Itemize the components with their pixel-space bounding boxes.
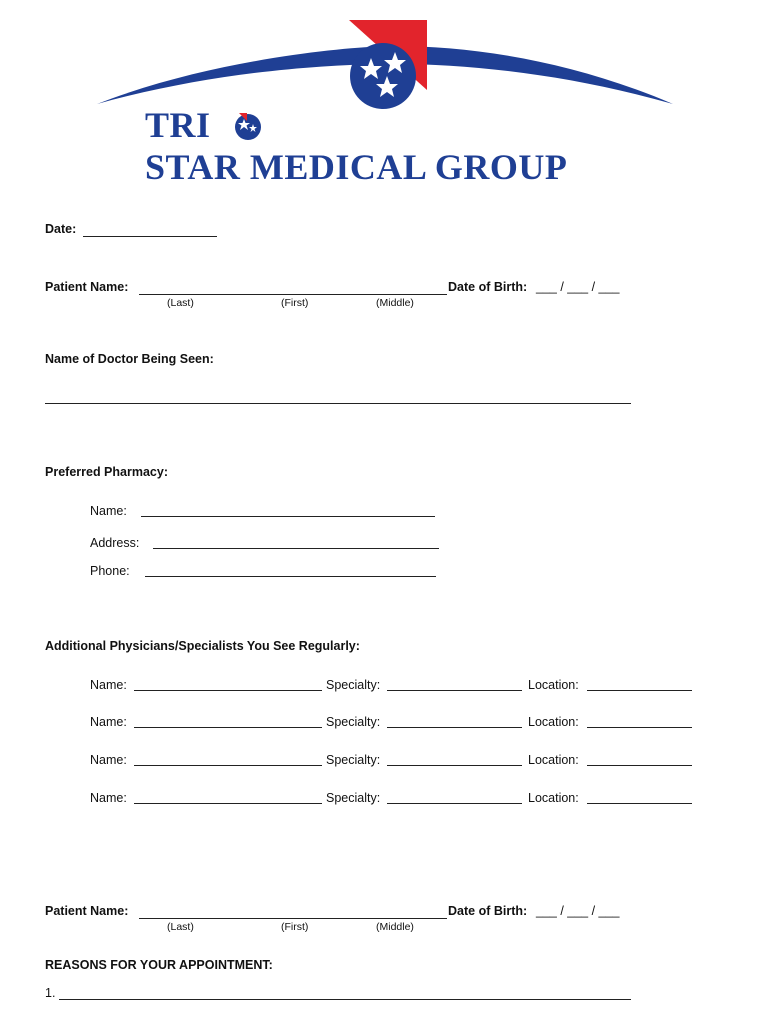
physician-specialty-field[interactable] <box>387 803 522 804</box>
physician-specialty-label: Specialty: <box>326 753 381 767</box>
physician-name-field[interactable] <box>134 690 322 691</box>
doctor-field[interactable] <box>45 403 631 404</box>
physician-name-label: Name: <box>90 753 127 767</box>
dob-field[interactable]: ___ / ___ / ___ <box>536 280 620 294</box>
name-part-last: (Last) <box>167 297 194 309</box>
physician-location-field[interactable] <box>587 803 692 804</box>
physician-name-field[interactable] <box>134 765 322 766</box>
physician-location-label: Location: <box>528 791 579 805</box>
logo <box>95 18 675 187</box>
name-part-middle: (Middle) <box>376 297 414 309</box>
physician-name-label: Name: <box>90 715 127 729</box>
patient-name-label: Patient Name: <box>45 280 129 294</box>
pharmacy-phone-label: Phone: <box>90 564 130 578</box>
pharmacy-name-field[interactable] <box>141 516 435 517</box>
physician-specialty-field[interactable] <box>387 765 522 766</box>
name-part-first: (First) <box>281 297 309 309</box>
patient-name-field[interactable] <box>139 294 447 295</box>
physician-location-field[interactable] <box>587 690 692 691</box>
logo-mini-star-icon <box>233 112 263 142</box>
physician-location-label: Location: <box>528 715 579 729</box>
date-label: Date: <box>45 222 77 236</box>
pharmacy-heading: Preferred Pharmacy: <box>45 465 168 479</box>
reasons-heading: REASONS FOR YOUR APPOINTMENT: <box>45 958 273 972</box>
patient-name-label: Patient Name: <box>45 904 129 918</box>
physician-location-field[interactable] <box>587 727 692 728</box>
physician-specialty-label: Specialty: <box>326 791 381 805</box>
physician-specialty-field[interactable] <box>387 690 522 691</box>
name-part-first: (First) <box>281 921 309 933</box>
logo-text-rest: STAR MEDICAL GROUP <box>145 147 568 187</box>
pharmacy-address-label: Address: <box>90 536 140 550</box>
pharmacy-phone-field[interactable] <box>145 576 436 577</box>
name-part-last: (Last) <box>167 921 194 933</box>
physician-specialty-field[interactable] <box>387 727 522 728</box>
dob-field[interactable]: ___ / ___ / ___ <box>536 904 620 918</box>
physician-name-label: Name: <box>90 791 127 805</box>
physician-location-field[interactable] <box>587 765 692 766</box>
physician-specialty-label: Specialty: <box>326 678 381 692</box>
physician-name-label: Name: <box>90 678 127 692</box>
physician-location-label: Location: <box>528 753 579 767</box>
logo-wordmark <box>145 104 675 188</box>
dob-label: Date of Birth: <box>448 280 528 294</box>
pharmacy-name-label: Name: <box>90 504 127 518</box>
physician-location-label: Location: <box>528 678 579 692</box>
logo-text-tri: TRI <box>145 105 211 145</box>
physician-name-field[interactable] <box>134 727 322 728</box>
pharmacy-address-field[interactable] <box>153 548 439 549</box>
reason-item-number: 1. <box>45 986 56 1000</box>
date-field[interactable] <box>83 236 217 237</box>
dob-label: Date of Birth: <box>448 904 528 918</box>
reason-field[interactable] <box>59 999 631 1000</box>
physician-specialty-label: Specialty: <box>326 715 381 729</box>
doctor-label: Name of Doctor Being Seen: <box>45 352 214 366</box>
name-part-middle: (Middle) <box>376 921 414 933</box>
physicians-heading: Additional Physicians/Specialists You See Regularly: <box>45 639 360 653</box>
patient-name-field[interactable] <box>139 918 447 919</box>
physician-name-field[interactable] <box>134 803 322 804</box>
